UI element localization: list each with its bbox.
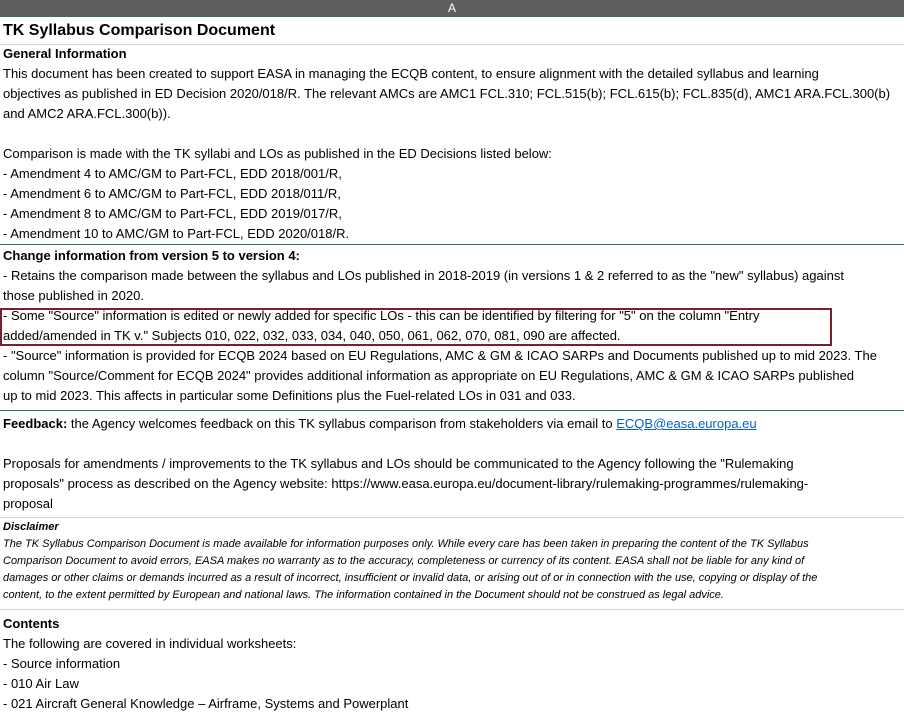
text-line: and AMC2 ARA.FCL.300(b)). — [3, 106, 171, 121]
text-line: - "Source" information is provided for ECQB 2024 based on EU Regulations, AMC & GM & ICAO SARPs and Documents published up to mid 2023. The — [3, 348, 877, 363]
row-divider — [0, 609, 904, 610]
disclaimer-cell[interactable] — [0, 519, 904, 604]
feedback-cell[interactable] — [0, 414, 904, 514]
disclaimer-heading: Disclaimer — [3, 521, 59, 533]
list-item: - Amendment 8 to AMC/GM to Part-FCL, EDD 2019/017/R, — [3, 206, 342, 221]
list-item: - Source information — [3, 656, 121, 671]
text-line: Proposals for amendments / improvements to the TK syllabus and LOs should be communicated to the Agency following the "Rulemaking — [3, 456, 794, 471]
text-line: The following are covered in individual worksheets: — [3, 636, 297, 651]
text-line: This document has been created to support EASA in managing the ECQB content, to ensure alignment with the detailed syllabus and learning — [3, 66, 819, 81]
row-divider — [0, 410, 904, 411]
contents-heading: Contents — [3, 616, 60, 631]
text-line: proposal — [3, 496, 53, 511]
text-line: up to mid 2023. This affects in particular some Definitions plus the Fuel-related LOs in 031 and 033. — [3, 388, 576, 403]
column-header-a[interactable]: A — [0, 0, 904, 17]
feedback-line — [3, 414, 904, 434]
list-item: - 010 Air Law — [3, 676, 79, 691]
text-line: added/amended in TK v." Subjects 010, 022, 032, 033, 034, 040, 050, 061, 062, 070, 081, 090 are affected. — [3, 328, 621, 343]
text-line: objectives as published in ED Decision 2020/018/R. The relevant AMCs are AMC1 FCL.310; FCL.515(b); FCL.615(b); FCL.835(d), AMC1 ARA.FCL.300(b) — [3, 86, 891, 101]
text-line — [3, 434, 904, 454]
list-item: - Amendment 4 to AMC/GM to Part-FCL, EDD 2018/001/R, — [3, 166, 342, 181]
title-cell[interactable] — [0, 18, 904, 44]
contents-cell[interactable] — [0, 614, 904, 714]
text-line: column "Source/Comment for ECQB 2024" provides additional information as appropriate on EU Regulations, AMC & GM & ICAO SARPs published — [3, 368, 855, 383]
document-title: TK Syllabus Comparison Document — [3, 22, 276, 39]
list-item: - 021 Aircraft General Knowledge – Airframe, Systems and Powerplant — [3, 696, 409, 711]
text-line: Comparison is made with the TK syllabi and LOs as published in the ED Decisions listed below: — [3, 146, 552, 161]
general-info-cell[interactable] — [0, 44, 904, 244]
disclaimer-line: The TK Syllabus Comparison Document is made available for information purposes only. While every care has been taken in preparing the content of the TK Syllabus — [3, 538, 809, 550]
feedback-text: the Agency welcomes feedback on this TK syllabus comparison from stakeholders via email to — [67, 416, 617, 431]
text-line: proposals" process as described on the Agency website: https://www.easa.europa.eu/document-library/rulemaking-programmes/rulemaking- — [3, 476, 809, 491]
change-info-heading: Change information from version 5 to version 4: — [3, 248, 300, 263]
general-info-heading: General Information — [3, 46, 127, 61]
list-item: - Amendment 6 to AMC/GM to Part-FCL, EDD 2018/011/R, — [3, 186, 341, 201]
text-line: - Some "Source" information is edited or newly added for specific LOs - this can be identified by filtering for "5" on the column "Entry — [3, 308, 760, 323]
text-line: those published in 2020. — [3, 288, 144, 303]
disclaimer-line: damages or other claims or demands incurred as a result of incorrect, insufficient or invalid data, or arising out of or in connection with the use, copying or display of the — [3, 572, 818, 584]
text-line — [3, 124, 904, 144]
email-link[interactable]: ECQB@easa.europa.eu — [616, 416, 757, 431]
list-item: - Amendment 10 to AMC/GM to Part-FCL, EDD 2020/018/R. — [3, 226, 350, 241]
row-divider — [0, 244, 904, 245]
disclaimer-line: Comparison Document to avoid errors, EASA makes no warranty as to the accuracy, completeness or currency of its content. EASA shall not be liable for any kind of — [3, 555, 805, 567]
row-divider — [0, 517, 904, 518]
highlight-box — [0, 308, 832, 346]
disclaimer-line: content, to the extent permitted by European and national laws. The information contained in the Document should not be construed as legal advice. — [3, 589, 724, 601]
text-line: - Retains the comparison made between the syllabus and LOs published in 2018-2019 (in versions 1 & 2 referred to as the "new" syllabus) against — [3, 268, 844, 283]
feedback-label: Feedback: — [3, 416, 68, 431]
